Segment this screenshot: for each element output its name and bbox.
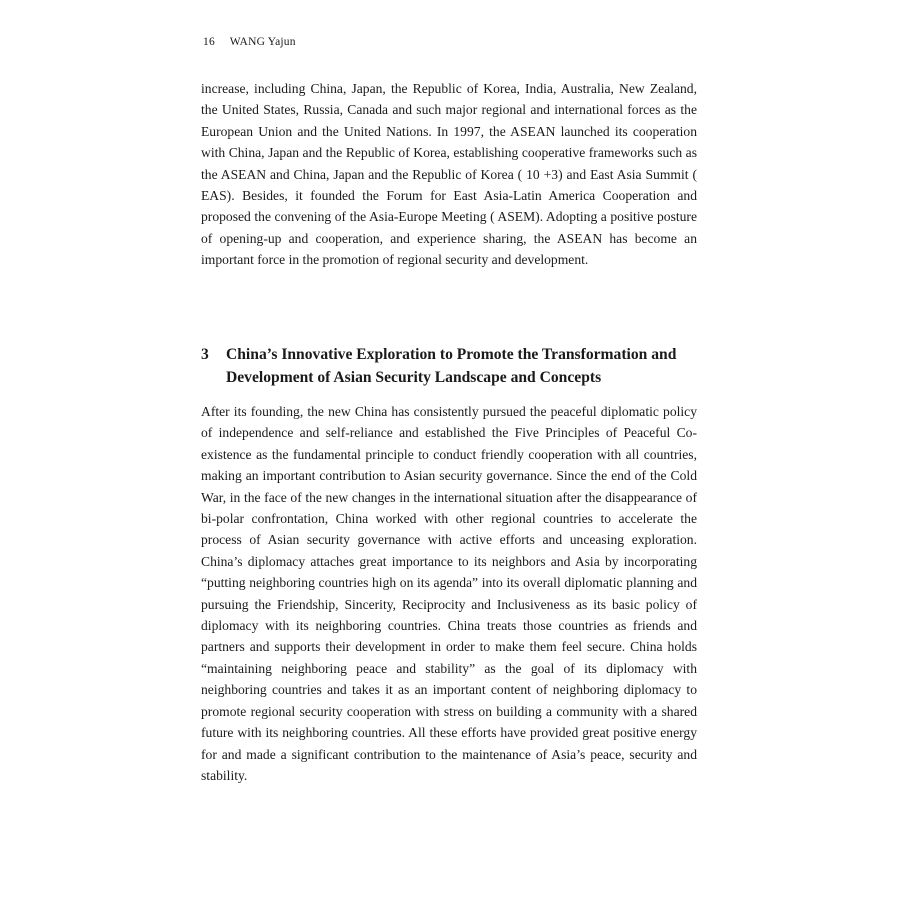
section-heading [201,343,701,389]
paragraph-text: After its founding, the new China has consistently pursued the peaceful diplomatic policy of independence and self-reliance and established the Five Principles of Peaceful Co-existence as the fundamental principle to conduct friendly cooperation with all countries, making an important contribution to Asian security governance. Since the end of the Cold War, in the face of the new changes in the international situation after the disappearance of bi-polar confrontation, China worked with other regional countries to accelerate the process of Asian security governance with active efforts and unceasing exploration. China’s diplomacy attaches great importance to its neighbors and Asia by incorporating “putting neighboring countries high on its agenda” into its overall diplomatic planning and pursuing the Friendship, Sincerity, Reciprocity and Inclusiveness as its basic policy of diplomacy with its neighboring countries. China treats those countries as friends and partners and supports their development in order to make them feel secure. China holds “maintaining neighboring peace and stability” as the goal of its diplomacy with neighboring countries and takes it as an important content of neighboring diplomacy to promote regional security cooperation with stress on building a community with a shared future with its neighboring countries. All these efforts have provided great positive energy for and made a significant contribution to the maintenance of Asia’s peace, security and stability. [201,404,697,783]
running-header-author: WANG Yajun [229,36,296,48]
body-paragraph [201,401,697,786]
body-paragraph-continued [201,78,697,271]
paragraph-text: increase, including China, Japan, the Republic of Korea, India, Australia, New Zealand, the United States, Russia, Canada and such major regional and international forces as the European Union and the United Nations. In 1997, the ASEAN launched its cooperation with China, Japan and the Republic of Korea, establishing cooperative frameworks such as the ASEAN and China, Japan and the Republic of Korea ( 10 +3) and East Asia Summit ( EAS). Besides, it founded the Forum for East Asia-Latin America Cooperation and proposed the convening of the Asia-Europe Meeting ( ASEM). Adopting a positive posture of opening-up and cooperation, and experience sharing, the ASEAN has become an important force in the promotion of regional security and development. [201,81,697,268]
running-header [203,36,296,48]
page-number: 16 [203,36,215,48]
section-title: China’s Innovative Exploration to Promote the Transformation and Development of Asian Security Landscape and Concepts [226,346,677,386]
section-number: 3 [201,346,209,363]
